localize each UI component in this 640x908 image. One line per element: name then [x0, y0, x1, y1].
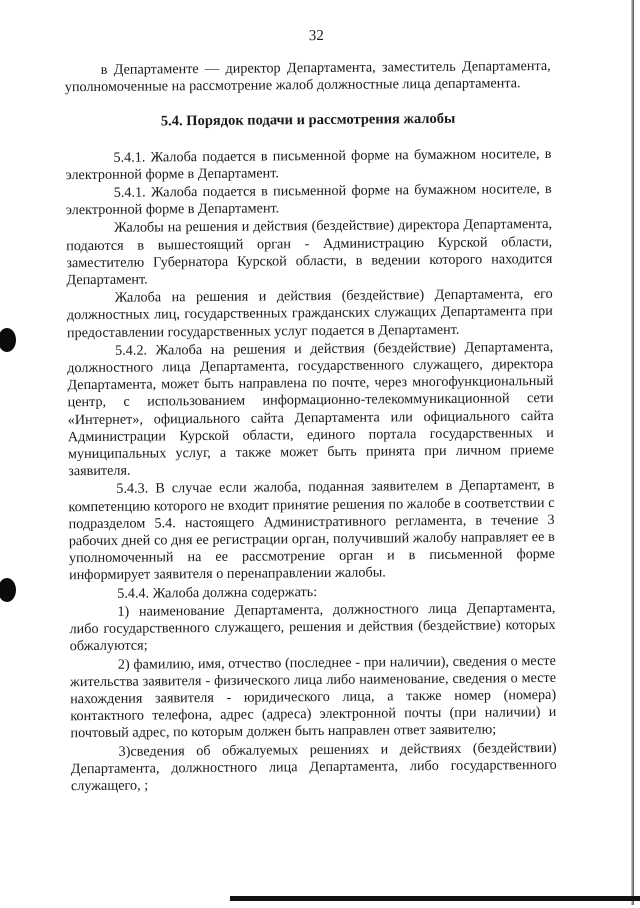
paragraph-5-4-2: 5.4.2. Жалоба на решения и действия (бездействие) Департамента, должностного лица Департамента, государственного служащего, директора Департамента, может быть направлена по почте, через многофункциональный центр, с использованием информационно-телекоммуникационной сети «Интернет», официального сайта Департамента или официального сайта Администрации Курской области, единого портала государственных и муниципальных услуг, а также может быть принята при личном приеме заявителя.: [67, 338, 555, 480]
list-item-3: 3)сведения об обжалуемых решениях и действиях (бездействии) Департамента, должностного лица Департамента, либо государственного служащего, ;: [70, 739, 557, 795]
section-heading: 5.4. Порядок подачи и рассмотрения жалобы: [160, 111, 456, 130]
page-number: 32: [308, 27, 324, 45]
paragraph-5-4-4: 5.4.4. Жалоба должна содержать:: [117, 583, 318, 602]
paragraph-complaints-department: Жалоба на решения и действия (бездействие) Департамента, его должностных лиц, государственных гражданских служащих Департамента при предоставлении государственных услуг подается в Департамент.: [66, 286, 553, 341]
paragraph-intro: в Департаменте — директор Департамента, заместитель Департамента, уполномоченные на рассмотрение жалоб должностные лица департамента.: [64, 57, 551, 96]
scan-edge-right: [631, 0, 634, 905]
list-item-2: 2) фамилию, имя, отчество (последнее - при наличии), сведения о месте жительства заявителя - физического лица либо наименование, сведения о месте нахождения заявителя - юридического лица, а также номер (номера) контактного телефона, адрес (адреса) электронной почты (при наличии) и почтовый адрес, по которым должен быть направлен ответ заявителю;: [69, 652, 557, 742]
scan-edge-bottom: [230, 896, 640, 901]
paragraph-complaints-director: Жалобы на решения и действия (бездействие) директора Департамента, подаются в вышестоящий орган - Администрацию Курской области, заместителю Губернатора Курской области, в ведении которого находится Департамент.: [66, 216, 553, 289]
paragraph-5-4-1-b: 5.4.1. Жалоба подается в письменной форме на бумажном носителе, в электронной форме в Департамент.: [65, 180, 552, 219]
list-item-1: 1) наименование Департамента, должностного лица Департамента, либо государственного служащего, решения и действия (бездействие) которых обжалуются;: [69, 599, 556, 655]
paragraph-5-4-1-a: 5.4.1. Жалоба подается в письменной форме на бумажном носителе, в электронной форме в Департамент.: [65, 145, 552, 184]
paragraph-5-4-3: 5.4.3. В случае если жалоба, поданная заявителем в Департамент, в компетенцию которого не входит принятие решения по жалобе в соответствии с подразделом 5.4. настоящего Административного регламента, в течение 3 рабочих дней со дня ее регистрации орган, получивший жалобу направляет ее в уполномоченный на ее рассмотрение орган и в письменной форме информирует заявителя о перенаправлении жалобы.: [68, 477, 555, 584]
document-body: [65, 58, 557, 796]
